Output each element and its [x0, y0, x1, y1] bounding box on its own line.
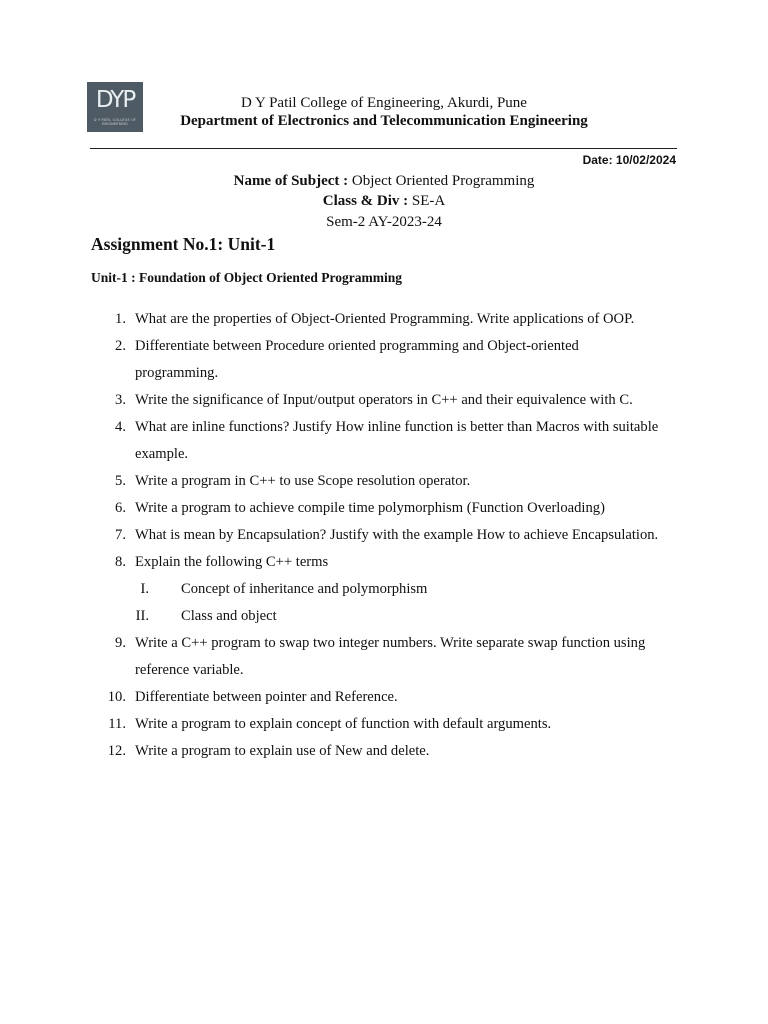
subitem-number: I.	[140, 581, 149, 597]
date-label: Date: 10/02/2024	[582, 153, 676, 167]
subject-value: Object Oriented Programming	[351, 173, 535, 189]
question-text: What are the properties of Object-Oriented Programming. Write applications of OOP.	[135, 311, 635, 327]
question-item	[91, 684, 691, 711]
subject-line	[0, 172, 768, 190]
logo-text: DYP	[95, 87, 135, 113]
question-text: Write a program to explain concept of function with default arguments.	[135, 716, 552, 732]
question-number: 3.	[115, 392, 126, 408]
class-value: SE-A	[411, 193, 446, 209]
question-item-continuation	[91, 360, 691, 387]
question-number: 4.	[115, 419, 126, 435]
question-item	[91, 333, 691, 360]
question-text: What are inline functions? Justify How inline function is better than Macros with suitable	[135, 419, 659, 435]
question-item	[91, 306, 691, 333]
question-number: 1.	[115, 311, 126, 327]
question-number: 8.	[115, 554, 126, 570]
question-text: Write a program in C++ to use Scope resolution operator.	[135, 473, 471, 489]
question-number: 9.	[115, 635, 126, 651]
class-line	[0, 192, 768, 210]
question-number: 6.	[115, 500, 126, 516]
department-name: Department of Electronics and Telecommunication Engineering	[180, 113, 588, 129]
question-item	[91, 711, 691, 738]
logo-subtext: D Y PATIL COLLEGE OF ENGINEERING	[93, 118, 137, 126]
subitem-number: II.	[135, 608, 149, 624]
question-text: Explain the following C++ terms	[135, 554, 329, 570]
subitem-text: Class and object	[181, 608, 277, 624]
college-name: D Y Patil College of Engineering, Akurdi, Pune	[241, 95, 527, 111]
question-text: What is mean by Encapsulation? Justify with the example How to achieve Encapsulation.	[135, 527, 659, 543]
question-text: Write a program to explain use of New and delete.	[135, 743, 430, 759]
question-item	[91, 495, 691, 522]
class-label: Class & Div :	[322, 193, 409, 209]
question-item	[91, 738, 691, 765]
unit-heading: Unit-1 : Foundation of Object Oriented Programming	[91, 270, 402, 285]
question-text: programming.	[135, 365, 219, 381]
question-item	[91, 549, 691, 576]
question-text: reference variable.	[135, 662, 244, 678]
question-text: Write the significance of Input/output operators in C++ and their equivalence with C.	[135, 392, 633, 408]
question-text: Differentiate between Procedure oriented programming and Object-oriented	[135, 338, 579, 354]
question-number: 5.	[115, 473, 126, 489]
subitem-text: Concept of inheritance and polymorphism	[181, 581, 428, 597]
question-item	[91, 630, 691, 657]
question-item	[91, 414, 691, 441]
question-subitem	[91, 576, 691, 603]
question-text: example.	[135, 446, 189, 462]
semester-line: Sem-2 AY-2023-24	[326, 214, 442, 230]
question-item-continuation	[91, 441, 691, 468]
question-text: Write a program to achieve compile time polymorphism (Function Overloading)	[135, 500, 605, 516]
question-item	[91, 522, 691, 549]
question-subitem	[91, 603, 691, 630]
question-number: 2.	[115, 338, 126, 354]
question-text: Write a C++ program to swap two integer numbers. Write separate swap function using	[135, 635, 646, 651]
question-number: 11.	[108, 716, 126, 732]
question-number: 10.	[107, 689, 126, 705]
question-number: 7.	[115, 527, 126, 543]
question-item	[91, 387, 691, 414]
assignment-title: Assignment No.1: Unit-1	[91, 234, 276, 254]
question-item	[91, 468, 691, 495]
question-item-continuation	[91, 657, 691, 684]
question-list	[91, 306, 691, 765]
question-text: Differentiate between pointer and Reference.	[135, 689, 398, 705]
header-divider	[90, 148, 677, 149]
question-number: 12.	[107, 743, 126, 759]
subject-label: Name of Subject :	[233, 173, 349, 189]
